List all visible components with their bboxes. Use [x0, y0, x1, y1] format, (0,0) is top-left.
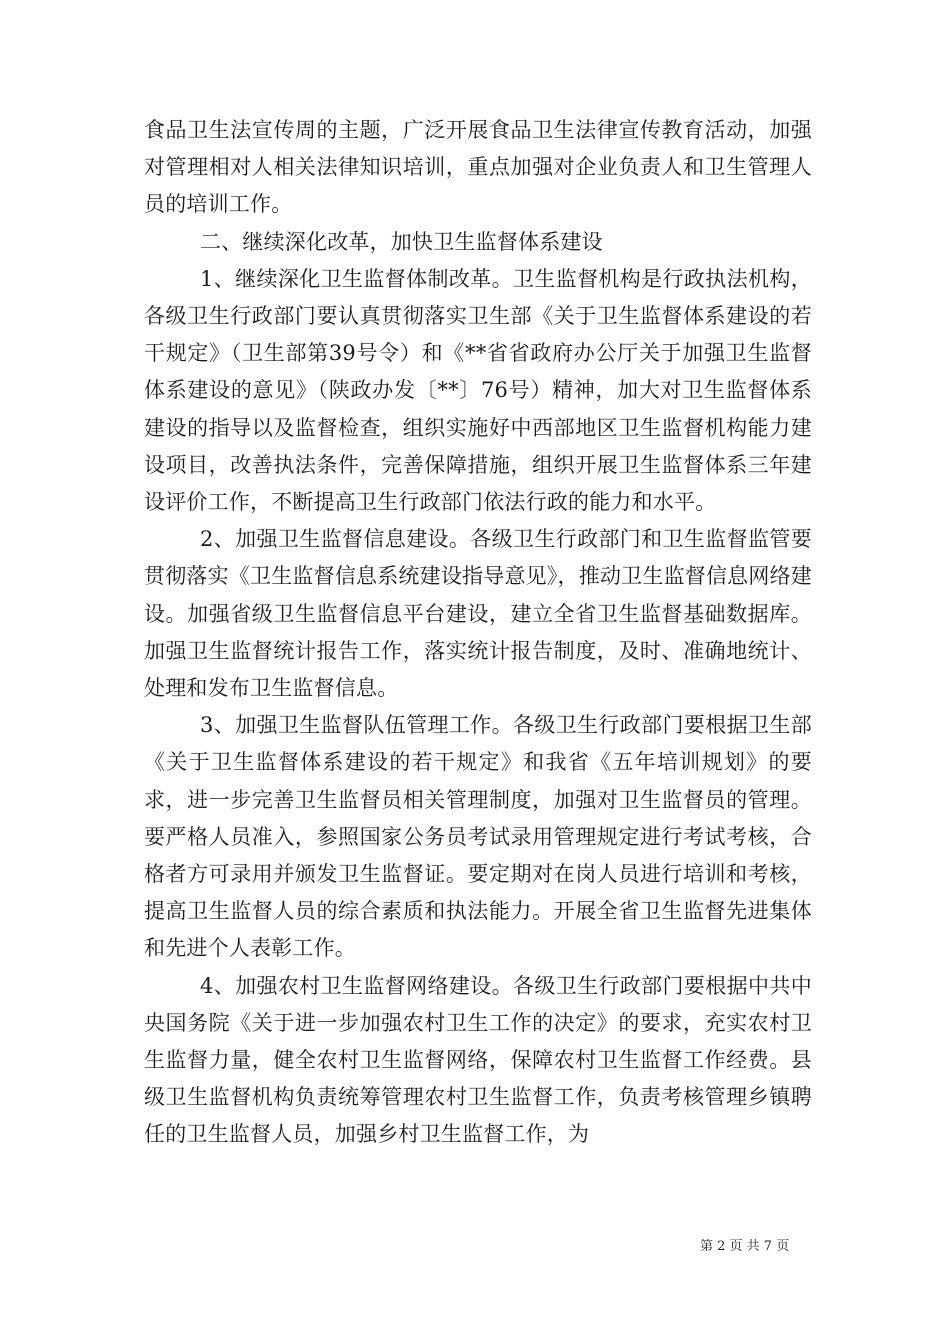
paragraph-item-4: 4、加强农村卫生监督网络建设。各级卫生行政部门要根据中共中央国务院《关于进一步加强农村卫生工作的决定》的要求，充实农村卫生监督力量，健全农村卫生监督网络，保障农村卫生监督工作经费。县级卫生监督机构负责统筹管理农村卫生监督工作，负责考核管理乡镇聘任的卫生监督人员，加强乡村卫生监督工作，为	[144, 973, 812, 1147]
paragraph-item-2: 2、加强卫生监督信息建设。各级卫生行政部门和卫生监督监管要贯彻落实《卫生监督信息系统建设指导意见》，推动卫生监督信息网络建设。加强省级卫生监督信息平台建设，建立全省卫生监督基础数据库。加强卫生监督统计报告工作，落实统计报告制度，及时、准确地统计、处理和发布卫生监督信息。	[144, 527, 812, 701]
document-body	[144, 112, 812, 1154]
paragraph-item-3: 3、加强卫生监督队伍管理工作。各级卫生行政部门要根据卫生部《关于卫生监督体系建设的若干规定》和我省《五年培训规划》的要求，进一步完善卫生监督员相关管理制度，加强对卫生监督员的管理。要严格人员准入，参照国家公务员考试录用管理规定进行考试考核，合格者方可录用并颁发卫生监督证。要定期对在岗人员进行培训和考核，提高卫生监督人员的综合素质和执法能力。开展全省卫生监督先进集体和先进个人表彰工作。	[144, 713, 812, 961]
page-number-footer: 第 2 页 共 7 页	[700, 1239, 790, 1254]
paragraph-continuation: 食品卫生法宣传周的主题，广泛开展食品卫生法律宣传教育活动，加强对管理相对人相关法律知识培训，重点加强对企业负责人和卫生管理人员的培训工作。	[144, 118, 812, 217]
section-heading: 二、继续深化改革，加快卫生监督体系建设	[200, 229, 603, 254]
paragraph-item-1: 1、继续深化卫生监督体制改革。卫生监督机构是行政执法机构，各级卫生行政部门要认真贯彻落实卫生部《关于卫生监督体系建设的若干规定》（卫生部第39号令）和《**省省政府办公厅关于加强卫生监督体系建设的意见》（陕政办发〔**〕76号）精神，加大对卫生监督体系建设的指导以及监督检查，组织实施好中西部地区卫生监督机构能力建设项目，改善执法条件，完善保障措施，组织开展卫生监督体系三年建设评价工作，不断提高卫生行政部门依法行政的能力和水平。	[144, 266, 812, 515]
